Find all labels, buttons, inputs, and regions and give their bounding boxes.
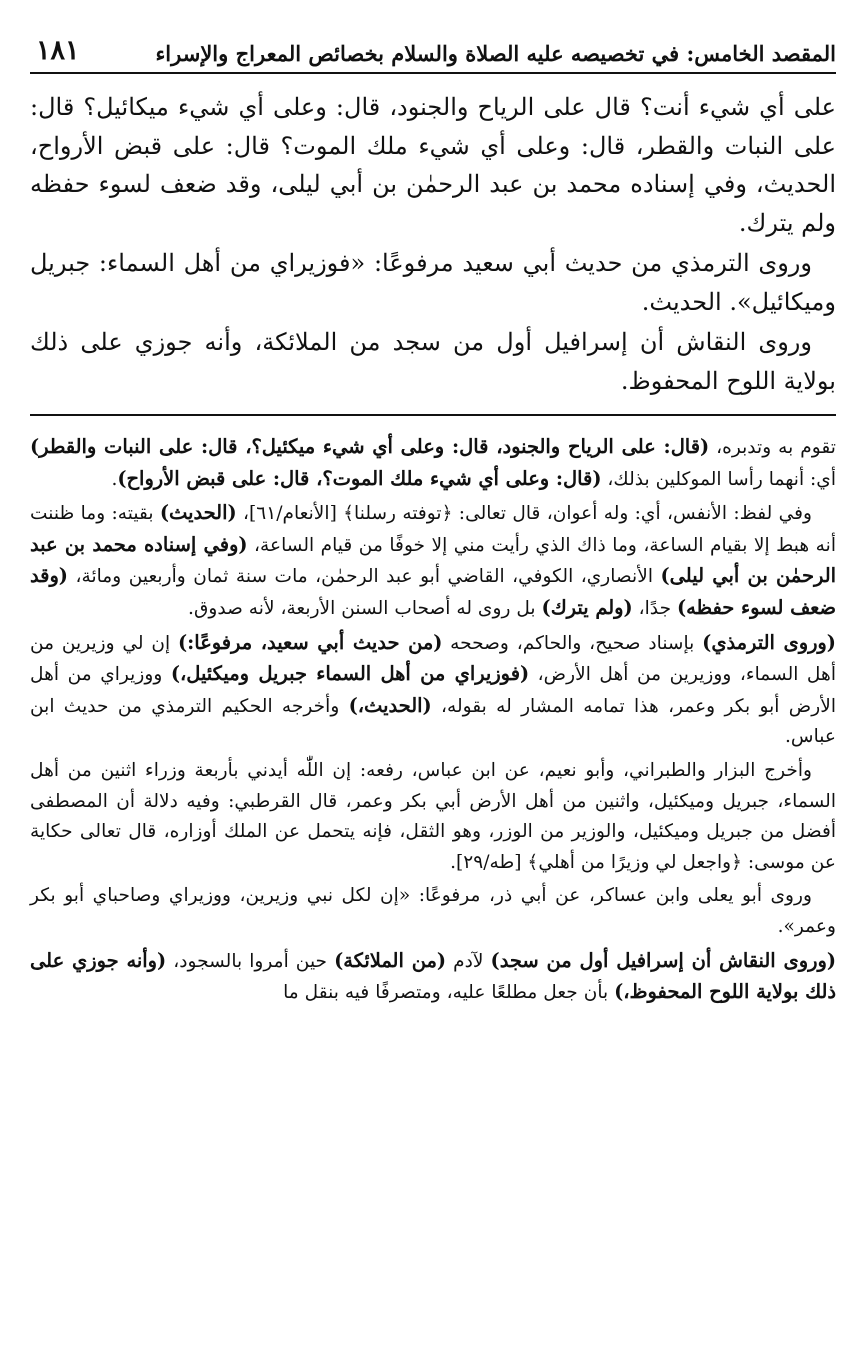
quoted-matn: (وقد ضعف لسوء حفظه) xyxy=(30,564,836,619)
commentary-text: ووزيراي من أهل الأرض أبو بكر وعمر، هذا تمامه المشار له بقوله، xyxy=(30,664,836,717)
commentary-text: بقيته: وما ظننت أنه هبط إلا بقيام الساعة، وما ذاك الذي رأيت مني إلا خوفًا من قيام الساعة، xyxy=(30,503,836,556)
commentary-text: تقوم به وتدبره، xyxy=(709,437,836,458)
quoted-matn: (وروى النقاش أن إسرافيل أول من سجد) xyxy=(490,948,836,972)
commentary-paragraph: وروى أبو يعلى وابن عساكر، عن أبي ذر، مرفوعًا: «إن لكل نبي وزيرين، ووزيراي وصاحباي أبو بكر وعمر». xyxy=(30,885,836,937)
commentary-paragraph xyxy=(30,946,836,1009)
main-paragraph: على أي شيء أنت؟ قال على الرياح والجنود، قال: وعلى أي شيء ميكائيل؟ قال: على النبات والقطر، قال: وعلى أي شيء ملك الموت؟ قال: على قبض الأرواح، الحديث، وفي إسناده محمد بن عبد الرحمٰن بن أبي ليلى، وقد ضعف لسوء حفظه ولم يترك. xyxy=(30,93,836,237)
page-number: ١٨١ xyxy=(36,35,80,66)
quoted-matn: (وروى الترمذي) xyxy=(702,630,836,654)
main-paragraph: وروى النقاش أن إسرافيل أول من سجد من الملائكة، وأنه جوزي على ذلك بولاية اللوح المحفوظ. xyxy=(30,328,836,395)
quoted-matn: (فوزيراي من أهل السماء جبريل وميكئيل،) xyxy=(170,662,530,686)
commentary-text: وفي لفظ: الأنفس، أي: وله أعوان، قال تعالى: ﴿توفته رسلنا﴾ [الأنعام/٦١]، xyxy=(236,503,812,525)
running-header xyxy=(30,26,836,74)
commentary-paragraph xyxy=(30,628,836,753)
commentary-text: لآدم xyxy=(446,950,491,972)
quoted-matn: (قال: وعلى أي شيء ملك الموت؟، قال: على قبض الأرواح) xyxy=(117,466,602,490)
commentary-text: . xyxy=(111,468,118,490)
quoted-matn: (ولم يترك) xyxy=(541,595,633,619)
main-text xyxy=(30,88,836,400)
commentary xyxy=(30,432,836,1009)
quoted-matn: (قال: على الرياح والجنود، قال: وعلى أي شيء ميكئيل؟، قال: على النبات والقطر) xyxy=(30,435,710,458)
commentary-paragraph: وأخرج البزار والطبراني، وأبو نعيم، عن ابن عباس، رفعه: إن اللّٰه أيدني بأربعة وزراء اثنين من أهل السماء، جبريل وميكئيل، واثنين من أهل الأرض أبي بكر وعمر، قال القرطبي: وفيه دلالة أن المصطفى أفضل من جبريل وميكئيل، والوزير من الوزر، وهو الثقل، فإنه يتحمل عن الملك أوزاره، قال تعالى حكاية عن موسى: ﴿واجعل لي وزيرًا من أهلي﴾ [طه/٢٩]. xyxy=(30,759,836,873)
quoted-matn: (وأنه جوزي على ذلك بولاية اللوح المحفوظ،) xyxy=(30,948,836,1004)
commentary-text: الأنصاري، الكوفي، القاضي أبو عبد الرحمٰن، مات سنة ثمان وأربعين ومائة، xyxy=(68,566,661,588)
commentary-text: حين أمروا بالسجود، xyxy=(166,950,335,972)
book-page xyxy=(30,26,836,1012)
commentary-text: بإسناد صحيح، والحاكم، وصححه xyxy=(442,632,703,654)
commentary-text: أي: أنهما رأسا الموكلين بذلك، xyxy=(601,468,836,490)
quoted-matn: (وفي إسناده محمد بن عبد الرحمٰن بن أبي ليلى) xyxy=(30,532,836,588)
commentary-text: بأن جعل مطلعًا عليه، ومتصرفًا فيه بنقل ما xyxy=(283,982,615,1004)
quoted-matn: (الحديث) xyxy=(159,501,237,525)
commentary-text: وأخرجه الحكيم الترمذي من حديث ابن عباس. xyxy=(30,695,836,748)
commentary-paragraph xyxy=(30,432,836,495)
quoted-matn: (الحديث،) xyxy=(348,693,432,717)
commentary-text: إن لي وزيرين من أهل السماء، ووزيرين من أهل الأرض، xyxy=(30,632,836,686)
commentary-paragraph xyxy=(30,498,836,624)
chapter-title: المقصد الخامس: في تخصيصه عليه الصلاة والسلام بخصائص المعراج والإسراء xyxy=(155,41,836,66)
quoted-matn: (من الملائكة) xyxy=(334,948,447,972)
main-paragraph: وروى الترمذي من حديث أبي سعيد مرفوعًا: «فوزيراي من أهل السماء: جبريل وميكائيل». الحديث. xyxy=(30,249,836,316)
footnote-separator xyxy=(30,414,836,416)
commentary-text: بل روى له أصحاب السنن الأربعة، لأنه صدوق. xyxy=(188,597,542,619)
commentary-text: جدًا، xyxy=(632,597,677,619)
quoted-matn: (من حديث أبي سعيد، مرفوعًا:) xyxy=(177,630,443,654)
